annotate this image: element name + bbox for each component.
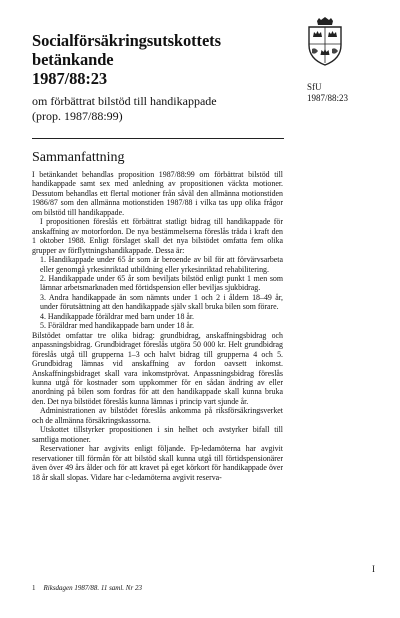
list-item-group-1: 1. Handikappade under 65 år som är beroende av bil för att förvärvsarbeta eller genomgå yrkesinriktad utbildning eller yrkesinriktad rehabilitering. [40, 255, 283, 274]
page-footer [32, 584, 142, 592]
subtitle-line-proposition: (prop. 1987/88:99) [32, 108, 123, 123]
swedish-three-crowns-emblem-icon [305, 17, 345, 67]
margin-mark: I [372, 564, 375, 574]
paragraph-committee-position: Utskottet tillstyrker propositionen i sin helhet och avstyrker bifall till samtliga motioner. [32, 425, 283, 444]
title-line-type: betänkande [32, 50, 114, 69]
list-item-group-5: 5. Föräldrar med handikappade barn under 18 år. [40, 321, 195, 331]
paragraph-grants: Bilstödet omfattar tre olika bidrag: grundbidrag, anskaffningsbidrag och anpassningsbidrag. Grundbidraget föreslås utgöra 50 000 kr. Helt grundbidrag föreslås utgå till grupperna 1–3 och halvt bidrag till grupperna 4 och 5. Grundbidrag lämnas vid anskaffning av fordon oavsett inkomst. Anskaffningsbidraget skall vara inkomstprövat. Anpassningsbidrag föreslås kunna utgå för kostnader som uppkommer för en sådan ändring av eller anordning på bilen som fordras för att den handikappade skall kunna bruka den. Det nya bilstödet föreslås kunna lämnas i princip vart sjunde år. [32, 330, 283, 406]
report-subtitle [32, 94, 217, 123]
list-item-group-4: 4. Handikappade föräldrar med barn under 18 år. [40, 311, 195, 321]
report-title [32, 31, 221, 88]
report-code-block [307, 82, 348, 103]
page-number: 1 [32, 584, 36, 592]
committee-code: SfU [307, 82, 322, 92]
title-line-committee: Socialförsäkringsutskottets [32, 31, 221, 50]
paragraph-reservations: Reservationer har avgivits enligt följande. Fp-ledamöterna har avgivit reservationer till förmån för att bilstöd skall kunna utgå till förtidspensionärer även över 49 års ålder och för att kravet på eget körkort för handikappade över 18 år skall slopas. Vidare har c-ledamöterna avgivit reserva- [32, 444, 283, 482]
paragraph-intro: I betänkandet behandlas proposition 1987/88:99 om förbättrat bilstöd till handikappade samt sex med anledning av propositionen väckta motioner. Dessutom behandlas ett flertal motioner från såväl den allmänna motionstiden 1986/87 som den allmänna motionstiden 1987/88 i vilka tas upp olika frågor om bilstöd till handikappade. [32, 170, 283, 217]
list-item-group-2: 2. Handikappade under 65 år som beviljats bilstöd enligt punkt 1 men som lämnar arbetsmarknaden med förtidspension eller beviljas sjukbidrag. [40, 273, 283, 293]
publication-reference: Riksdagen 1987/88. 11 saml. Nr 23 [43, 584, 142, 592]
subtitle-line-topic: om förbättrat bilstöd till handikappade [32, 94, 217, 108]
title-line-number: 1987/88:23 [32, 69, 108, 88]
report-number: 1987/88:23 [307, 92, 349, 103]
paragraph-administration: Administrationen av bilstödet föreslås ankomma på riksförsäkringsverket och de allmänna försäkringskassorna. [32, 406, 283, 425]
paragraph-proposition: I propositionen föreslås ett förbättrat statligt bidrag till handikappade för anskaffning av motorfordon. De nya bestämmelserna föreslås träda i kraft den 1 oktober 1988. Enligt förslaget skall det nya bilstödet omfatta fem olika grupper av förflyttningshandikappade. Dessa är: [32, 217, 283, 255]
title-divider [32, 138, 284, 139]
list-item-group-3: 3. Andra handikappade än som nämnts under 1 och 2 i åldern 18–49 år, under förutsättning att den handikappade själv skall bruka bilen som förare. [40, 292, 283, 312]
section-heading: Sammanfattning [32, 150, 125, 165]
summary-body [32, 170, 283, 482]
